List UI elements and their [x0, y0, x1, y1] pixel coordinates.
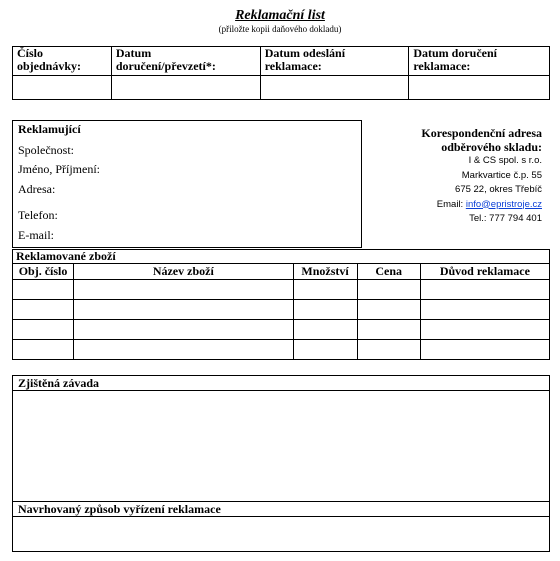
table-cell[interactable] [293, 300, 357, 320]
table-cell[interactable] [74, 320, 293, 340]
table-cell[interactable] [74, 300, 293, 320]
address-label: Adresa: [18, 182, 56, 196]
table-cell[interactable] [13, 340, 74, 360]
table-cell[interactable] [420, 280, 549, 300]
defect-caption: Zjištěná závada [18, 376, 99, 390]
goods-col-order-number: Obj. číslo [13, 264, 74, 280]
order-info-table [12, 46, 550, 100]
table-cell[interactable] [357, 320, 420, 340]
table-cell[interactable] [293, 340, 357, 360]
table-cell[interactable] [420, 300, 549, 320]
table-row [13, 320, 550, 340]
delivery-date-header: Datum doručení/převzetí*: [111, 47, 260, 76]
defect-text-area[interactable] [13, 391, 549, 501]
company-label: Společnost: [18, 143, 74, 157]
goods-col-product-name: Název zboží [74, 264, 293, 280]
goods-col-reason: Důvod reklamace [420, 264, 549, 280]
table-cell[interactable] [74, 280, 293, 300]
goods-caption: Reklamované zboží [13, 250, 550, 264]
table-cell[interactable] [357, 300, 420, 320]
delivery-date-field[interactable] [111, 76, 260, 100]
correspondence-city: 675 22, okres Třebíč [455, 184, 542, 195]
table-row [13, 280, 550, 300]
table-cell[interactable] [13, 280, 74, 300]
correspondence-phone: Tel.: 777 794 401 [469, 213, 542, 224]
resolution-caption: Navrhovaný způsob vyřízení reklamace [18, 502, 221, 516]
correspondence-company: I & CS spol. s r.o. [468, 155, 542, 166]
correspondence-email-line: Email: info@epristroje.cz [436, 198, 542, 210]
table-cell[interactable] [13, 320, 74, 340]
goods-table [12, 249, 550, 360]
claim-sent-date-header: Datum odeslání reklamace: [260, 47, 409, 76]
table-cell[interactable] [357, 280, 420, 300]
page-subtitle: (přiložte kopii daňového dokladu) [218, 24, 342, 34]
table-cell[interactable] [293, 320, 357, 340]
email-label: E-mail: [18, 228, 54, 242]
claim-delivered-date-field[interactable] [409, 76, 550, 100]
resolution-text-area[interactable] [13, 517, 549, 551]
claim-delivered-date-header: Datum doručení reklamace: [409, 47, 550, 76]
correspondence-heading-line1: Korespondenční adresa [421, 126, 542, 140]
defect-caption-bar [13, 376, 549, 391]
table-cell[interactable] [357, 340, 420, 360]
phone-label: Telefon: [18, 208, 58, 222]
table-row [13, 300, 550, 320]
goods-col-price: Cena [357, 264, 420, 280]
correspondence-heading-line2: odběrového skladu: [441, 140, 542, 154]
table-row [13, 340, 550, 360]
defect-section [12, 375, 550, 552]
correspondence-address [421, 126, 542, 227]
table-cell[interactable] [420, 320, 549, 340]
table-cell[interactable] [74, 340, 293, 360]
order-number-field[interactable] [13, 76, 112, 100]
page-title: Reklamační list [235, 8, 325, 23]
name-label: Jméno, Příjmení: [18, 162, 100, 176]
order-number-header: Číslo objednávky: [13, 47, 112, 76]
claim-sent-date-field[interactable] [260, 76, 409, 100]
resolution-caption-bar [13, 501, 549, 517]
table-cell[interactable] [420, 340, 549, 360]
correspondence-email-link[interactable]: info@epristroje.cz [465, 198, 542, 210]
claimant-heading: Reklamující [18, 122, 81, 136]
table-cell[interactable] [293, 280, 357, 300]
correspondence-street: Markvartice č.p. 55 [461, 169, 542, 181]
claimant-box [12, 120, 362, 248]
table-cell[interactable] [13, 300, 74, 320]
goods-col-quantity: Množství [293, 264, 357, 280]
